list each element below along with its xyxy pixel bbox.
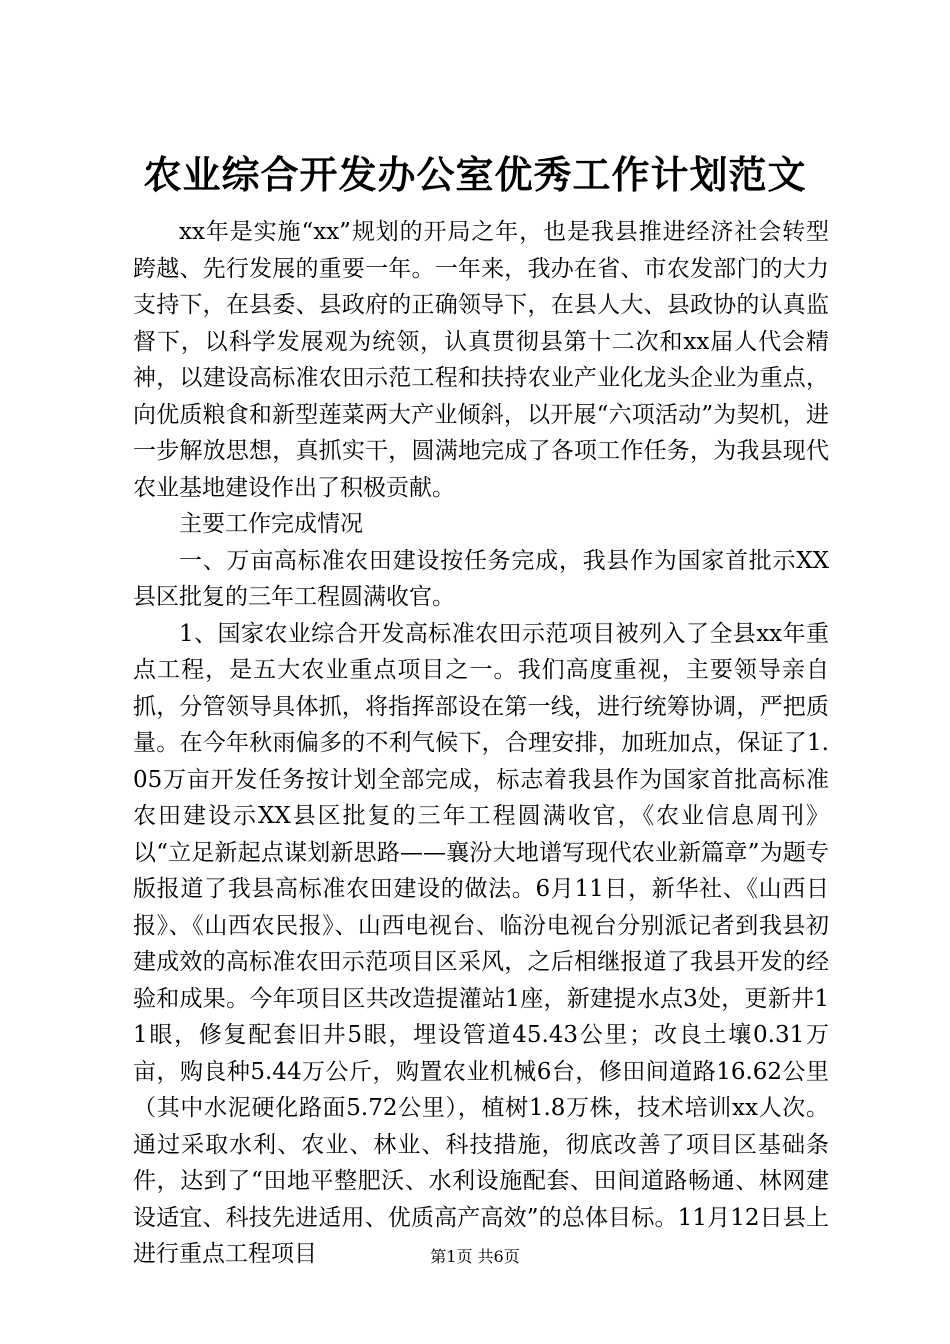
paragraph-intro: xx年是实施“xx”规划的开局之年，也是我县推进经济社会转型跨越、先行发展的重要一年。一年来，我办在省、市农发部门的大力支持下，在县委、县政府的正确领导下，在县人大、县政协的认真监督下，以科学发展观为统领，认真贯彻县第十二次和xx届人代会精神，以建设高标准农田示范工程和扶持农业产业化龙头企业为重点，向优质粮食和新型莲菜两大产业倾斜，以开展“六项活动”为契机，进一步解放思想，真抓实干，圆满地完成了各项工作任务，为我县现代农业基地建设作出了积极贡献。 — [133, 219, 829, 501]
paragraph-point-one: 一、万亩高标准农田建设按任务完成，我县作为国家首批示XX县区批复的三年工程圆满收官。 — [133, 547, 829, 610]
document-title: 农业综合开发办公室优秀工作计划范文 — [143, 152, 807, 197]
document-body — [133, 214, 829, 1273]
page-number-footer: 第1页 共6页 — [430, 1247, 520, 1266]
paragraph-section-heading: 主要工作完成情况 — [179, 511, 363, 537]
paragraph-item-one: 1、国家农业综合开发高标准农田示范项目被列入了全县xx年重点工程，是五大农业重点项目之一。我们高度重视，主要领导亲自抓，分管领导具体抓，将指挥部设在第一线，进行统筹协调，严把质量。在今年秋雨偏多的不利气候下，合理安排，加班加点，保证了1.05万亩开发任务按计划全部完成，标志着我县作为国家首批高标准农田建设示XX县区批复的三年工程圆满收官，《农业信息周刊》以“立足新起点谋划新思路——襄汾大地谱写现代农业新篇章”为题专版报道了我县高标准农田建设的做法。6月11日，新华社、《山西日报》、《山西农民报》、山西电视台、临汾电视台分别派记者到我县初建成效的高标准农田示范项目区采风，之后相继报道了我县开发的经验和成果。今年项目区共改造提灌站1座，新建提水点3处，更新井11眼，修复配套旧井5眼，埋设管道45.43公里；改良土壤0.31万亩，购良种5.44万公斤，购置农业机械6台，修田间道路16.62公里（其中水泥硬化路面5.72公里），植树1.8万株，技术培训xx人次。通过采取水利、农业、林业、科技措施，彻底改善了项目区基础条件，达到了“田地平整肥沃、水利设施配套、田间道路畅通、林网建设适宜、科技先进适用、优质高产高效”的总体目标。11月12日县上进行重点工程项目 — [133, 620, 829, 1267]
